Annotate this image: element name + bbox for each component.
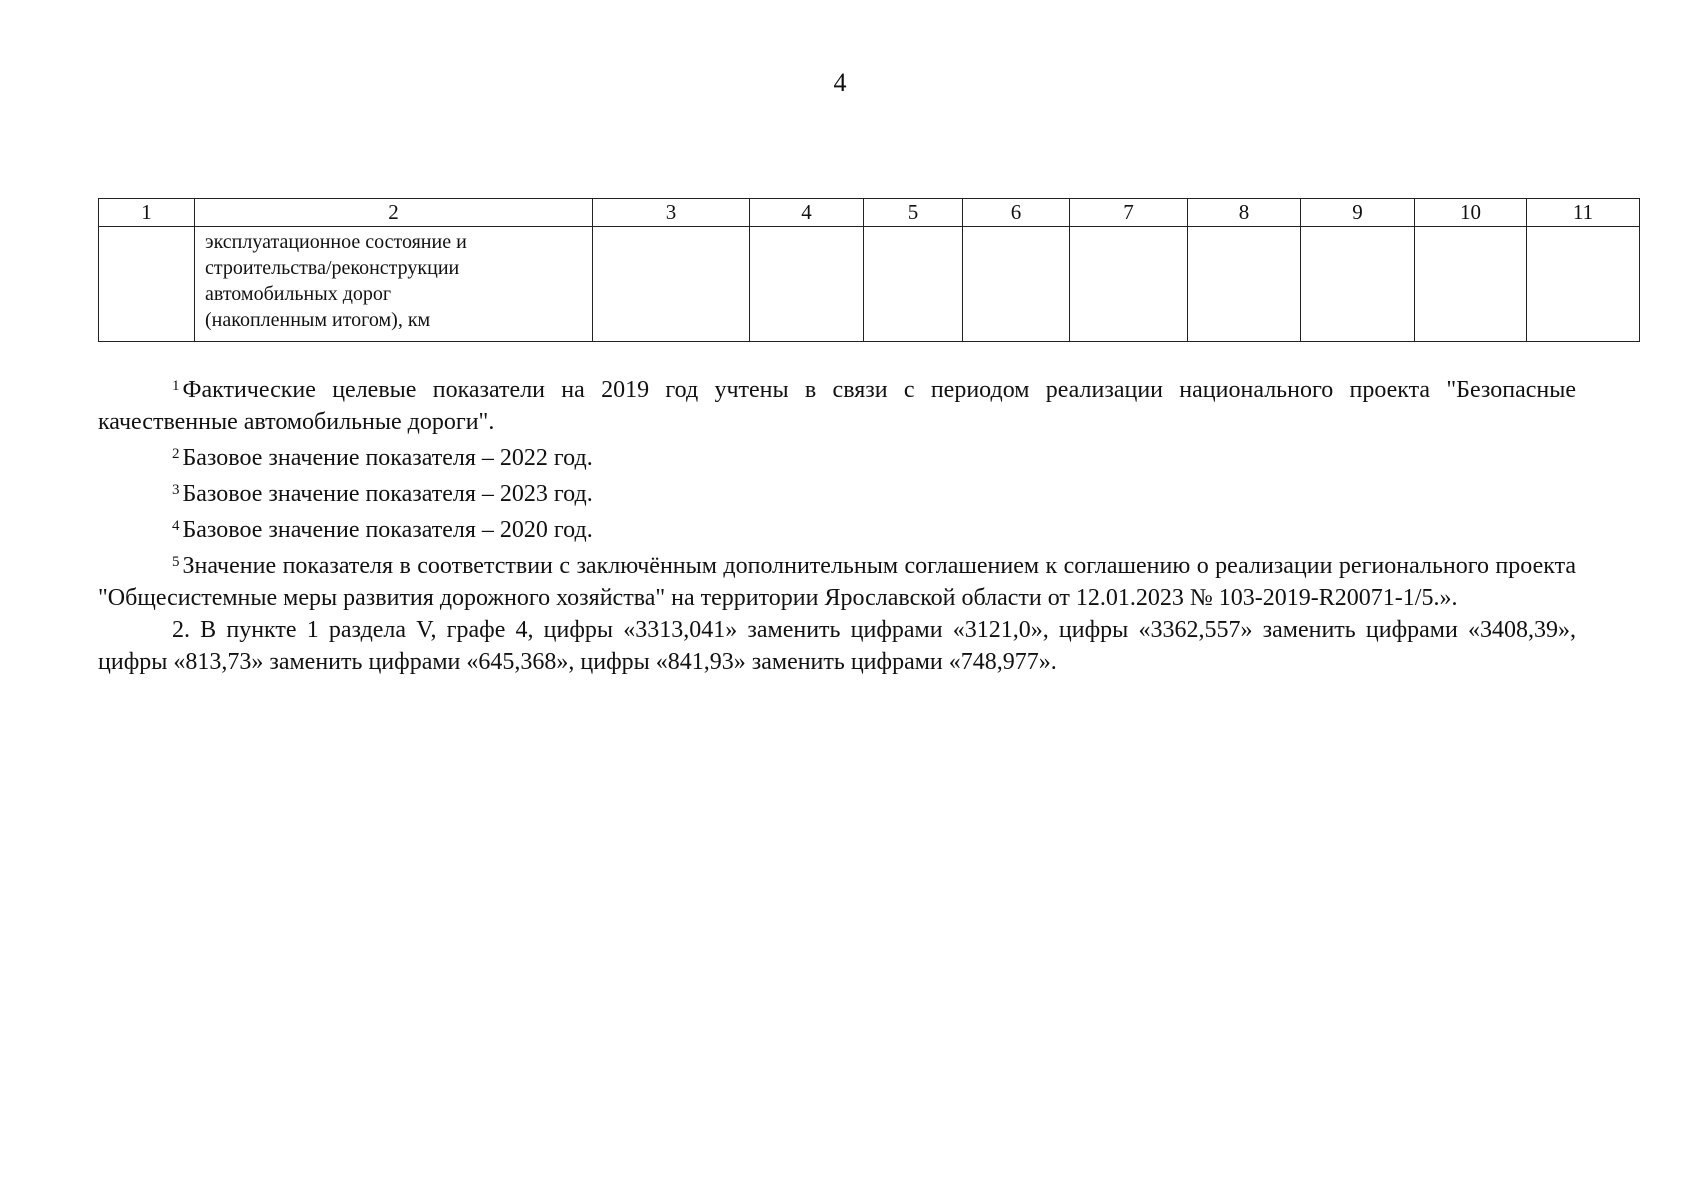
table-cell-number — [99, 227, 195, 342]
table-cell-value — [593, 227, 750, 342]
table-cell-value — [864, 227, 963, 342]
amendment-paragraph — [98, 614, 1576, 678]
footnote-text: Фактические целевые показатели на 2019 год учтены в связи с периодом реализации национального проекта "Безопасные качественные автомобильные дороги". — [98, 377, 1576, 435]
table-cell-value — [1415, 227, 1527, 342]
table-cell-value — [1188, 227, 1301, 342]
column-number-3: 3 — [593, 199, 750, 227]
table-cell-value — [1301, 227, 1415, 342]
footnote-2 — [98, 438, 1576, 474]
table-row — [99, 227, 1640, 342]
footnote-mark: 2 — [172, 446, 180, 462]
column-number-2: 2 — [195, 199, 593, 227]
column-number-5: 5 — [864, 199, 963, 227]
column-number-8: 8 — [1188, 199, 1301, 227]
footnote-mark: 4 — [172, 518, 180, 534]
footnotes-section — [98, 370, 1576, 678]
column-number-4: 4 — [750, 199, 864, 227]
column-number-9: 9 — [1301, 199, 1415, 227]
footnote-3 — [98, 474, 1576, 510]
table-cell-description — [195, 227, 593, 342]
footnote-4 — [98, 510, 1576, 546]
footnote-text: Базовое значение показателя – 2020 год. — [182, 517, 593, 543]
footnote-mark: 5 — [172, 554, 180, 570]
description-line: (накопленным итогом), км — [205, 309, 431, 331]
description-line: строительства/реконструкции — [205, 257, 460, 279]
table-cell-value — [1527, 227, 1640, 342]
footnote-mark: 3 — [172, 482, 180, 498]
description-line: автомобильных дорог — [205, 283, 392, 305]
footnote-5 — [98, 546, 1576, 614]
table-header-row — [99, 199, 1640, 227]
footnote-text: Базовое значение показателя – 2023 год. — [182, 481, 593, 507]
footnote-mark: 1 — [172, 378, 180, 394]
column-number-7: 7 — [1070, 199, 1188, 227]
column-number-6: 6 — [963, 199, 1070, 227]
column-number-11: 11 — [1527, 199, 1640, 227]
table-cell-value — [750, 227, 864, 342]
page-number: 4 — [833, 68, 847, 97]
footnote-text: Базовое значение показателя – 2022 год. — [182, 445, 593, 471]
table-cell-value — [1070, 227, 1188, 342]
description-line: эксплуатационное состояние и — [205, 231, 467, 253]
indicator-table — [98, 198, 1640, 342]
footnote-text: Значение показателя в соответствии с заключённым дополнительным соглашением к соглашению о реализации регионального проекта "Общесистемные меры развития дорожного хозяйства" на территории Ярославской области от 12.01.2023 № 103-2019-R20071-1/5.». — [98, 553, 1576, 611]
table-cell-value — [963, 227, 1070, 342]
column-number-10: 10 — [1415, 199, 1527, 227]
amendment-text: 2. В пункте 1 раздела V, графе 4, цифры «3313,041» заменить цифрами «3121,0», цифры «3362,557» заменить цифрами «3408,39», цифры «813,73» заменить цифрами «645,368», цифры «841,93» заменить цифрами «748,977». — [98, 617, 1576, 675]
footnote-1 — [98, 370, 1576, 438]
column-number-1: 1 — [99, 199, 195, 227]
